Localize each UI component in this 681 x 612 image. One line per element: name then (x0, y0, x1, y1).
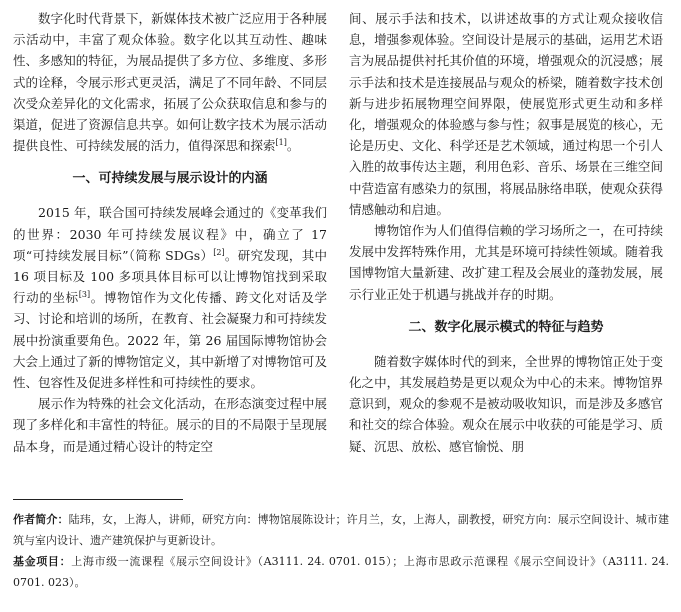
right-paragraph-digital: 随着数字媒体时代的到来，全世界的博物馆正处于变化之中，其发展趋势是更以观众为中心的未来。博物馆界意识到，观众的参观不是被动吸收知识，而是涉及多感官和社交的综合体验。观众在展示中收获的可能是学习、质疑、沉思、放松、感官愉悦、朋 (349, 353, 663, 454)
right-column (349, 8, 663, 457)
sdgs-text-a: 2015 年，联合国可持续发展峰会通过的《变革我们的世界：2030 年可持续发展议程》中，确立了 17 项“可持续发展目标”（简称 SDGs） (13, 205, 327, 263)
author-text: 陆玮，女，上海人，讲师，研究方向：博物馆展陈设计；许月兰，女，上海人，副教授，研究方向：展示空间设计、城市建筑与室内设计、遗产建筑保护与更新设计。 (13, 513, 670, 547)
left-paragraph-exhibition: 展示作为特殊的社会文化活动，在形态演变过程中展现了多样化和丰富性的特征。展示的目的不局限于呈现展品本身，而是通过精心设计的特定空 (13, 396, 327, 454)
sdgs-text-b: 。研究发现，其中 16 项目标及 100 多项具体目标可以让博物馆找到采取行动的坐标 (13, 247, 327, 306)
citation-2: [2] (213, 247, 225, 257)
citation-1: [1] (275, 138, 287, 148)
left-paragraph-sdgs (13, 202, 327, 393)
author-label: 作者简介： (13, 513, 69, 526)
intro-text: 数字化时代背景下，新媒体技术被广泛应用于各种展示活动中，丰富了观众体验。数字化以其互动性、趣味性、多感知的特征，为展品提供了多方位、多维度、多形式的诠释，令展示形式更灵活，满足了不同年龄、不同层次受众差异化的文化需求，拓展了公众获取信息和参与的渠道，促进了资源信息共享。如何让数字技术为展示活动提供良性、可持续发展的活力，值得深思和探索 (13, 11, 327, 154)
right-paragraph-museum: 博物馆作为人们值得信赖的学习场所之一，在可持续发展中发挥特殊作用，尤其是环境可持续性领域。随着我国博物馆大量新建、改扩建工程及会展业的蓬勃发展，展示行业正处于机遇与挑战并存的时期。 (349, 223, 663, 302)
sdgs-text-c: 。博物馆作为文化传播、跨文化对话及学习、讨论和培训的场所，在教育、社会凝聚力和可持续发展中扮演重要角色。2022 年，第 26 届国际博物馆协会大会上通过了新的博物馆定义，其中新增了对博物馆可及性、包容性及促进多样性和可持续性的要求。 (13, 290, 327, 391)
intro-end: 。 (286, 138, 300, 154)
fund-text: 上海市级一流课程《展示空间设计》（A3111. 24. 0701. 015）；上海市思政示范课程《展示空间设计》（A3111. 24. 0701. 023）。 (13, 555, 670, 589)
section-heading-2: 二、数字化展示模式的特征与趋势 (408, 319, 604, 335)
fund-label: 基金项目： (13, 555, 72, 568)
left-paragraph-intro (13, 8, 327, 156)
right-paragraph-continued: 间、展示手法和技术，以讲述故事的方式让观众接收信息，增强参观体验。空间设计是展示的基础，运用艺术语言为展品提供衬托其价值的环境，增强观众的沉浸感；展示手法和技术是连接展品与观众的桥梁，随着数字技术创新与进步拓展物理空间界限，使展览形式更生动和多样化，增强观众的体验感与参与性；叙事是展览的核心，无论是历史、文化、科学还是艺术领域，通过构思一个引人入胜的故事传达主题，利用色彩、音乐、场景在三维空间中营造富有感染力的氛围，将展品脉络串联，使观众获得情感触动和启迪。 (349, 11, 663, 217)
footnote-divider (13, 499, 183, 500)
left-column (13, 8, 327, 457)
section-heading-1: 一、可持续发展与展示设计的内涵 (72, 171, 268, 187)
author-note (13, 510, 669, 551)
citation-3: [3] (78, 290, 91, 300)
fund-note (13, 552, 669, 593)
